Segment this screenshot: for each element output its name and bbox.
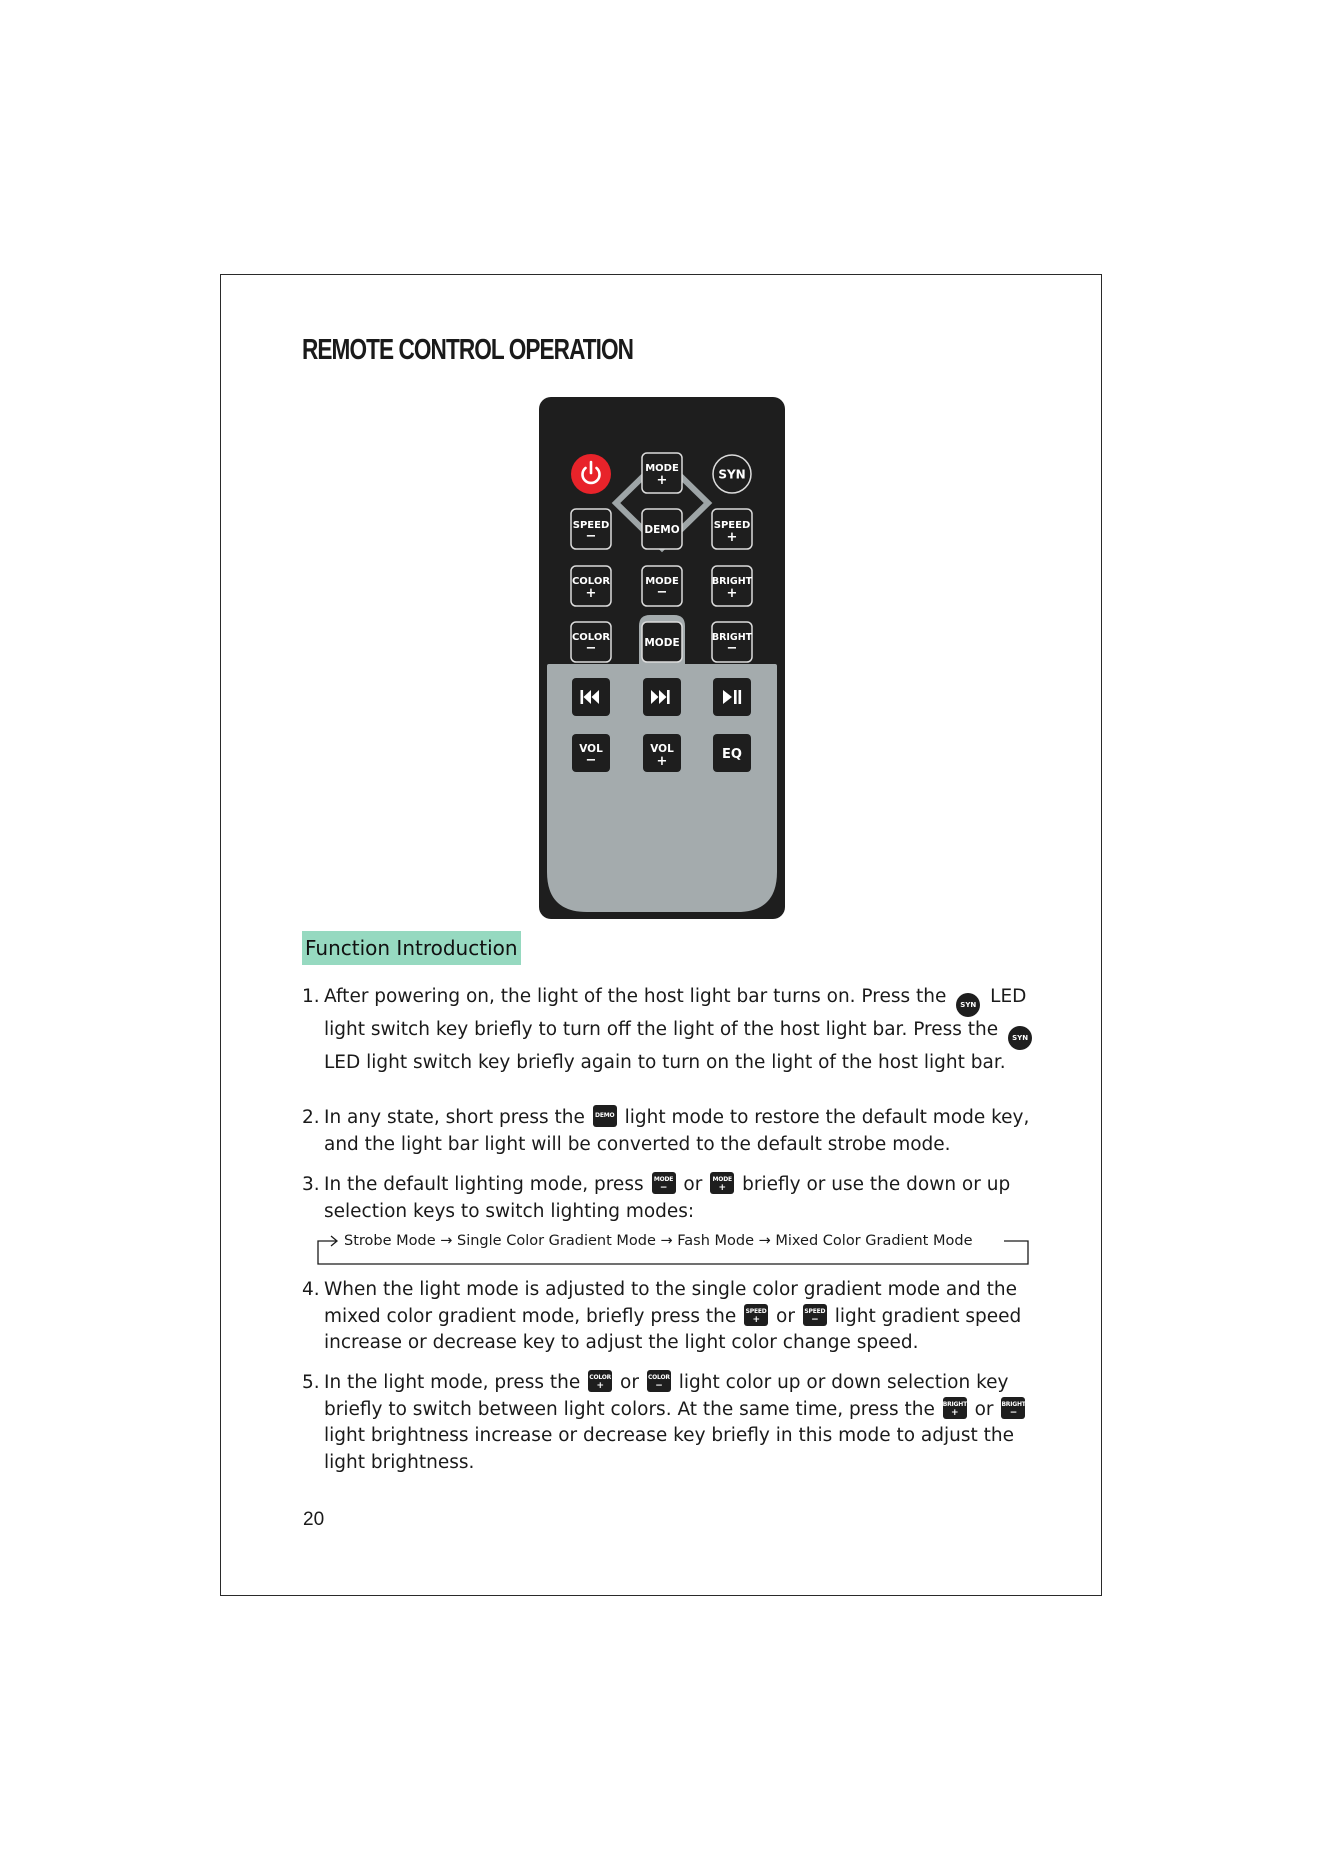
mode-minus-key-icon: MODE − xyxy=(652,1172,676,1194)
speed-plus-key[interactable] xyxy=(712,509,752,549)
vol-minus-key[interactable] xyxy=(572,734,610,772)
item-text: or xyxy=(683,1174,703,1195)
color-minus-key[interactable] xyxy=(571,622,611,662)
remote-control-illustration xyxy=(538,396,786,920)
svg-text:BRIGHT: BRIGHT xyxy=(711,632,753,643)
svg-text:+: + xyxy=(726,586,738,601)
item-text: or xyxy=(974,1398,994,1420)
svg-text:COLOR: COLOR xyxy=(571,576,611,587)
color-plus-key[interactable] xyxy=(571,566,611,606)
item-text: light gradient speed increase or decrease key to adjust the light color change speed. xyxy=(324,1305,1022,1353)
speed-minus-key-icon: SPEED − xyxy=(803,1304,827,1326)
svg-text:VOL: VOL xyxy=(650,743,674,755)
color-minus-key-icon: COLOR − xyxy=(647,1370,671,1392)
svg-text:SYN: SYN xyxy=(718,467,746,482)
item-text: In any state, short press the xyxy=(324,1107,585,1128)
svg-text:−: − xyxy=(585,753,597,768)
instruction-item-4 xyxy=(302,1277,1042,1357)
page-heading: REMOTE CONTROL OPERATION xyxy=(302,334,634,366)
svg-text:SPEED: SPEED xyxy=(572,520,610,531)
color-plus-key-icon: COLOR + xyxy=(588,1370,612,1392)
svg-text:COLOR: COLOR xyxy=(571,632,611,643)
item-number: 1. xyxy=(302,986,320,1007)
svg-text:MODE: MODE xyxy=(645,463,679,474)
bright-minus-key-icon: BRIGHT − xyxy=(1001,1397,1025,1419)
bright-minus-key[interactable] xyxy=(712,622,753,662)
svg-text:MODE: MODE xyxy=(645,576,679,587)
item-text: or xyxy=(776,1305,795,1327)
syn-key-icon: SYN xyxy=(1008,1026,1032,1050)
svg-text:+: + xyxy=(585,586,597,601)
item-text: light color up or down selection key briefly to switch between light colors. At the same time, press the xyxy=(324,1372,1009,1420)
play-pause-key[interactable] xyxy=(713,678,751,716)
demo-key-icon: DEMO xyxy=(593,1105,617,1127)
svg-text:+: + xyxy=(656,754,668,769)
svg-text:+: + xyxy=(726,530,738,545)
item-text: After powering on, the light of the host light bar turns on. Press the xyxy=(324,986,947,1007)
mode-plus-key-icon: MODE + xyxy=(710,1172,734,1194)
item-text: In the light mode, press the xyxy=(324,1372,581,1393)
svg-text:MODE: MODE xyxy=(644,637,680,649)
previous-track-key[interactable] xyxy=(572,678,610,716)
svg-text:SPEED: SPEED xyxy=(713,520,751,531)
item-text: LED light switch key briefly again to turn on the light of the host light bar. xyxy=(324,1052,1006,1073)
item-text: LED light switch key briefly to turn off the light of the host light bar. Press the xyxy=(324,986,1027,1040)
svg-text:EQ: EQ xyxy=(722,747,742,762)
instruction-item-5 xyxy=(302,1370,1042,1476)
instruction-item-1 xyxy=(302,984,1042,1077)
speed-minus-key[interactable] xyxy=(571,509,611,549)
bright-plus-key-icon: BRIGHT + xyxy=(943,1397,967,1419)
mode-minus-key[interactable] xyxy=(642,566,682,606)
mode-key[interactable] xyxy=(642,622,682,662)
vol-plus-key[interactable] xyxy=(643,734,681,772)
next-track-key[interactable] xyxy=(643,678,681,716)
item-text: briefly or use the down or up selection keys to switch lighting modes: xyxy=(324,1174,1011,1222)
svg-text:−: − xyxy=(585,641,597,656)
eq-key[interactable] xyxy=(713,734,751,772)
svg-text:DEMO: DEMO xyxy=(644,524,680,536)
item-number: 2. xyxy=(302,1107,320,1128)
speed-plus-key-icon: SPEED + xyxy=(744,1304,768,1326)
svg-text:−: − xyxy=(585,529,597,544)
bright-plus-key[interactable] xyxy=(712,566,753,606)
item-text: In the default lighting mode, press xyxy=(324,1174,644,1195)
mode-cycle-text: Strobe Mode → Single Color Gradient Mode → Fash Mode → Mixed Color Gradient Mode xyxy=(344,1233,973,1249)
syn-key[interactable] xyxy=(713,455,751,493)
item-text: light brightness increase or decrease key briefly in this mode to adjust the light brightness. xyxy=(324,1425,1015,1473)
item-text: light mode to restore the default mode key, and the light bar light will be converted to the default strobe mode. xyxy=(324,1107,1030,1155)
instruction-item-2 xyxy=(302,1105,1042,1158)
page-number: 20 xyxy=(303,1509,325,1530)
svg-text:BRIGHT: BRIGHT xyxy=(711,576,753,587)
item-number: 3. xyxy=(302,1174,320,1195)
svg-text:−: − xyxy=(726,641,738,656)
svg-text:VOL: VOL xyxy=(579,743,603,755)
syn-key-icon: SYN xyxy=(956,993,980,1017)
svg-text:−: − xyxy=(656,585,668,600)
power-button[interactable] xyxy=(571,454,611,494)
item-number: 5. xyxy=(302,1372,320,1393)
function-introduction-label: Function Introduction xyxy=(302,931,521,965)
item-number: 4. xyxy=(302,1279,320,1300)
instruction-item-3 xyxy=(302,1172,1042,1225)
item-text: or xyxy=(620,1372,639,1393)
svg-text:+: + xyxy=(656,473,668,488)
demo-key[interactable] xyxy=(642,509,682,549)
item-text: When the light mode is adjusted to the single color gradient mode and the mixed color gradient mode, briefly press the xyxy=(324,1279,1017,1327)
mode-plus-key[interactable] xyxy=(642,453,682,493)
